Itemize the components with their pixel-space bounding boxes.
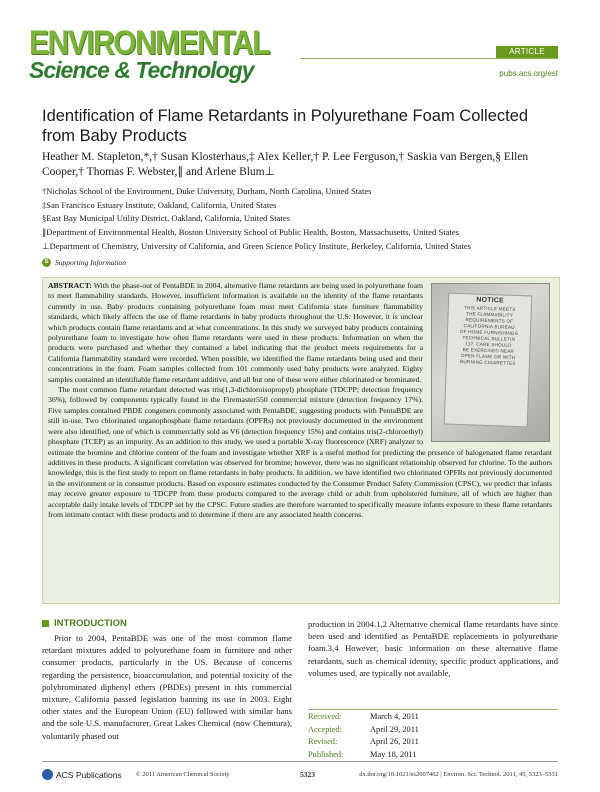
label-line: THE FLAMMABILITY — [466, 311, 514, 318]
label-line: REQUIREMENTS OF — [465, 317, 514, 324]
date-value: April 29, 2011 — [370, 724, 419, 734]
introduction-left-column: Prior to 2004, PentaBDE was one of the most common flame retardant mixtures added to polyurethane foam in furniture and other consumer products, particularly in the US. Because of concerns regarding the persistence, bioaccumulation, and potential toxicity of the polybrominated diphenyl ethers (PBDEs) present in this commercial mixture, California passed legislation banning its use in 2003. Eight other states and the European Union (EU) followed with similar bans and the sole U.S. manufacturer, Great Lakes Chemical (now Chemtura), voluntarily phased out — [42, 633, 292, 741]
abstract-text — [48, 281, 552, 520]
dates-rule-top — [308, 709, 558, 710]
affiliations — [42, 185, 582, 254]
date-row — [308, 724, 558, 737]
abstract-paragraph-1: With the phase-out of PentaBDE in 2004, alternative flame retardants are being used in polyurethane foam to meet flammability standards. However, insufficient information is available on the identity of the flame retardants currently in use. Baby products containing polyurethane foam must meet California state furniture flammability standards, which likely affects the use of flame retardants in baby products throughout the U.S. However, it is unclear which products contain flame retardants and at what concentrations. In this study we surveyed baby products containing polyurethane foam to investigate how often flame retardants were used in these products. Information on when the products were purchased and whether they contained a label indicating that the product meets requirements for a California flammability standard were recorded. When possible, we identified the flame retardants being used and their concentrations in the foam. Foam samples collected from 101 commonly used baby products were analyzed. Eighty samples contained an identifiable flame retardant additive, and all but one of these were either chlorinated or brominated. — [48, 281, 423, 384]
label-line: NOTICE — [476, 296, 505, 305]
affiliation: ∥Department of Environmental Health, Boston University School of Public Health, Boston, Massachusetts, United States — [42, 227, 459, 238]
acs-publications-logo — [42, 769, 122, 780]
affiliation: †Nicholas School of the Environment, Duke University, Durham, North Carolina, United States — [42, 186, 372, 196]
flammability-notice-label — [444, 293, 533, 428]
journal-url-link[interactable]: pubs.acs.org/est — [499, 69, 558, 78]
journal-logo-science-technology: Science & Technology — [29, 57, 254, 83]
affiliation: ⊥Department of Chemistry, University of California, and Green Science Policy Institute, Berkeley, California, United States — [42, 240, 472, 251]
date-value: May 18, 2011 — [370, 749, 417, 759]
date-row — [308, 711, 558, 724]
abstract-paragraph-2: The most common flame retardant detected was tris(1,3-dichloroisopropyl) phosphate (TDCPP; detection frequency 36%), followed by components typically found in the Firemaster550 commercial mixture (detection frequency 17%). Five samples contained PBDE congeners commonly associated with PentaBDE, suggesting products with PentaBDE are still in-use. Two chlorinated organophosphate flame retardants (OPFRs) not previously documented in the environment were also identified, one of which is commercially sold as V6 (detection frequency 15%) and contains tris(2-chloroethyl) phosphate (TCEP) as an impurity. As an addition to this study, we used a portable X-ray fluorescence (XRF) analyzer to estimate the bromine and chlorine content of the foam and investigate whether XRF is a useful method for predicting the presence of halogenated flame retardant additives in these products. A significant correlation was observed for bromine; however, there was no significant relationship observed for chlorine. To the authors knowledge, this is the first study to report on flame retardants in baby products. In addition, we have identified two chlorinated OPFRs not previously documented in the environment or in consumer products. Based on exposure estimates conducted by the Consumer Product Safety Commission (CPSC), we predict that infants may receive greater exposure to TDCPP from these products compared to the average child or adult from upholstered furniture, all of which are higher than acceptable daily intake levels of TDCPP set by the CPSC. Future studies are therefore warranted to specifically measure infants exposure to these flame retardants from intimate contact with these products and to determine if there are any associated health concerns. — [48, 385, 552, 519]
article-title: Identification of Flame Retardants in Polyurethane Foam Collected from Baby Products — [42, 107, 529, 145]
page-footer — [42, 769, 558, 780]
dates-box — [308, 711, 558, 761]
article-badge: ARTICLE — [496, 46, 558, 58]
abstract-label: ABSTRACT: — [48, 281, 92, 290]
acs-logo-icon — [42, 769, 53, 780]
label-line: OF HOME FURNISHINGS — [459, 329, 519, 337]
publisher-name: ACS Publications — [56, 769, 122, 780]
label-line: TECHNICAL BULLETIN — [462, 335, 516, 342]
date-label: Accepted: — [308, 724, 342, 734]
supporting-info-label: Supporting Information — [55, 258, 127, 267]
supporting-information-link[interactable] — [42, 258, 126, 267]
page-number: 5323 — [300, 770, 315, 779]
date-label: Received: — [308, 712, 342, 721]
introduction-heading-text: INTRODUCTION — [54, 618, 127, 629]
date-value: March 4, 2011 — [370, 712, 419, 721]
date-label: Published: — [308, 749, 344, 759]
label-line: CALIFORNIA BUREAU — [463, 323, 515, 330]
abstract-figure-flammability-label — [431, 283, 550, 442]
header-rule — [300, 58, 558, 59]
date-label: Revised: — [308, 737, 338, 746]
introduction-heading — [42, 618, 127, 629]
section-square-icon — [42, 620, 49, 627]
label-line: THIS ARTICLE MEETS — [463, 305, 516, 312]
affiliation: §East Bay Municipal Utility District, Oakland, California, United States — [42, 213, 290, 224]
author-list: Heather M. Stapleton,*,† Susan Klosterhaus,‡ Alex Keller,† P. Lee Ferguson,† Saskia van Bergen,§ Ellen Cooper,† Thomas F. Webster,∥ and Arlene Blum⊥ — [42, 151, 529, 178]
label-line: BE EXERCISED NEAR — [462, 347, 515, 354]
affiliation: ‡San Francisco Estuary Institute, Oakland, California, United States — [42, 199, 277, 210]
label-line: 117. CARE SHOULD — [465, 341, 512, 348]
supporting-info-icon: S — [42, 258, 51, 267]
doi-citation-link[interactable]: dx.doi.org/10.1021/es2007462 | Environ. Sci. Technol. 2011, 45, 5323–5331 — [359, 771, 558, 778]
date-row — [308, 736, 558, 749]
date-row — [308, 749, 558, 762]
copyright-notice: © 2011 American Chemical Society — [135, 771, 230, 778]
label-line: OPEN FLAME OR WITH — [460, 353, 516, 360]
introduction-right-column: production in 2004.1,2 Alternative chemical flame retardants have since been used and identified as PentaBDE replacements in polyurethane foam.3,4 However, basic information on these alternative flame retardants, such as chemical identity, specific product applications, and volumes used, are typically not available, — [308, 619, 558, 678]
label-line: BURNING CIGARETTES — [460, 359, 516, 366]
journal-logo-environmental: ENVIRONMENTAL — [29, 24, 269, 62]
footer-rule — [42, 761, 558, 762]
date-value: April 26, 2011 — [370, 737, 419, 746]
